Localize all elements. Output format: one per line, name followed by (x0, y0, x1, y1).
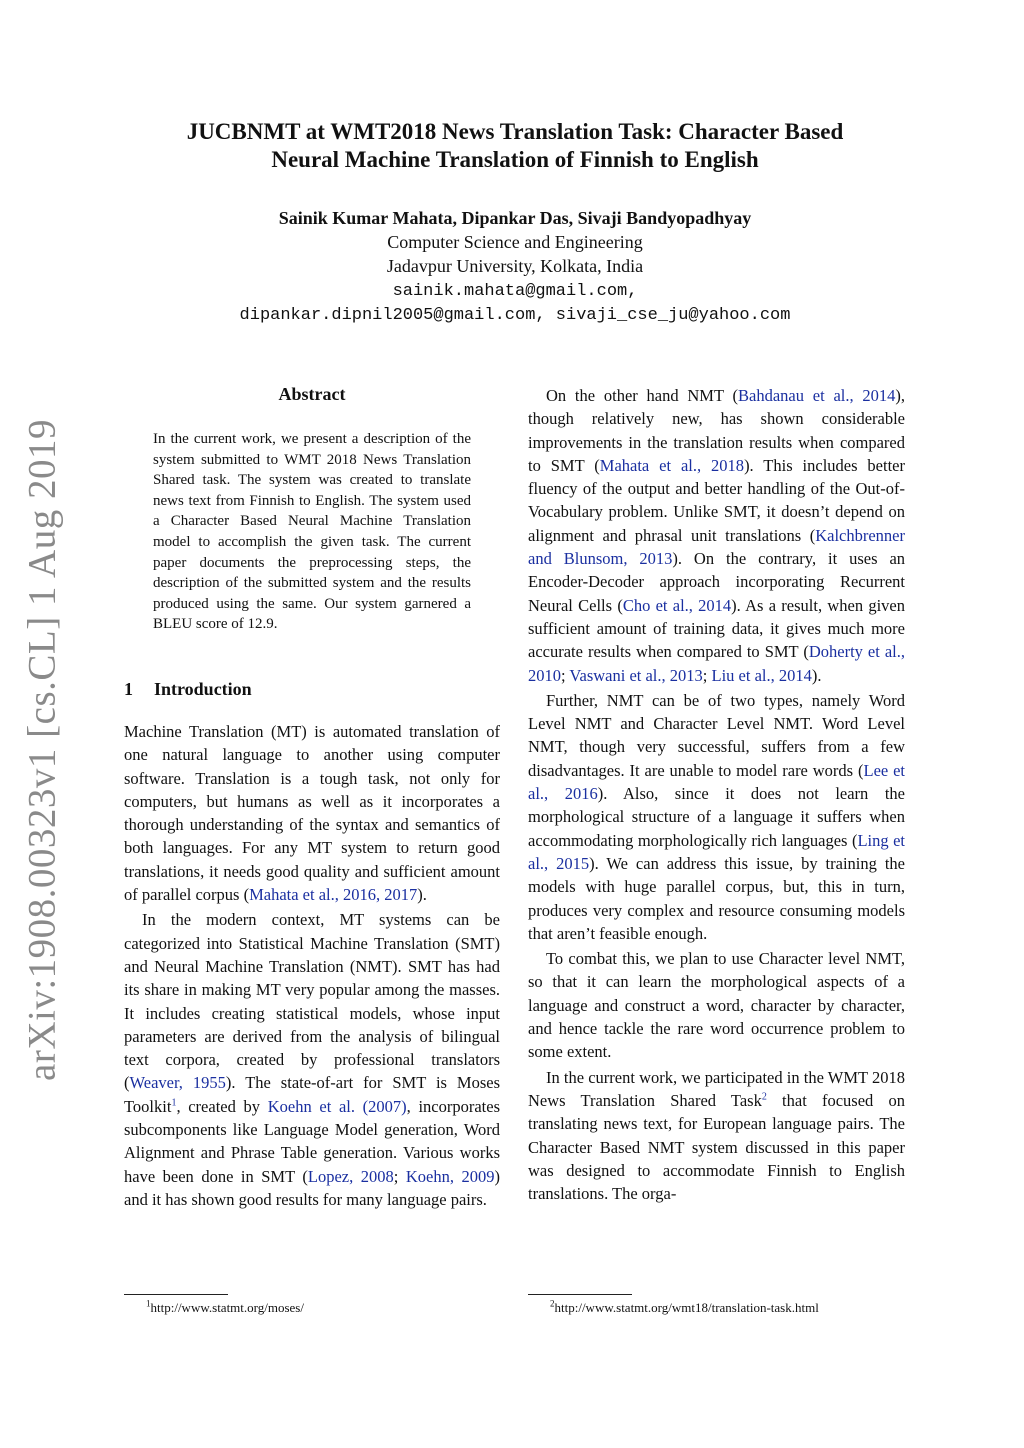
text-run: ). Also, since it does not learn the morphological structure of a language it suffers when accommodating morphologically rich languages ( (528, 784, 905, 850)
section-heading-introduction (124, 679, 252, 700)
affiliation-department: Computer Science and Engineering (387, 232, 643, 252)
citation-link[interactable]: Koehn, 2009 (405, 1166, 495, 1186)
footnote-rule (528, 1294, 632, 1295)
paragraph: To combat this, we plan to use Character level NMT, so that it can learn the morphological aspects of a language and construct a word, character by character, and hence tackle the rare word occurrence problem to some extent. (528, 949, 905, 1062)
arxiv-identifier: arXiv:1908.00323v1 [cs.CL] 1 Aug 2019 (20, 419, 64, 1081)
text-run: Further, NMT can be of two types, namely Word Level NMT and Character Level NMT. Word Level NMT, though very successful, suffers from a few disadvantages. It are unable to model rare words ( (528, 690, 905, 780)
text-run: In the modern context, MT systems can be categorized into Statistical Machine Translation (SMT) and Neural Machine Translation (NMT). SMT has had its share in making MT very popular among the masses. It includes creating statistical models, whose input parameters are derived from the analysis of bilingual text corpora, created by professional translators ( (124, 910, 500, 1093)
citation-link[interactable]: Koehn et al. (2007) (267, 1096, 407, 1116)
abstract-body: In the current work, we present a description of the system submitted to WMT 2018 News Translation Shared task. The system was created to translate news text from Finnish to English. The system used a Character Based Neural Machine Translation model to accomplish the given task. The current paper documents the preprocessing steps, the description of the submitted system and the results produced using the same. Our system garnered a BLEU score of 12.9. (153, 431, 471, 633)
text-run: that focused on translating news text, for European language pairs. The Character Based NMT system discussed in this paper was designed to accommodate Finnish to English translations. The orga- (528, 1090, 905, 1204)
citation-link[interactable]: Vaswani et al., 2013 (569, 665, 703, 685)
footnote-url[interactable]: http://www.statmt.org/wmt18/translation-task.html (554, 1300, 819, 1315)
text-run: ) and it has shown good results for many language pairs. (124, 1166, 501, 1209)
footnote-number: 1 (146, 1298, 151, 1309)
text-run: ). This includes better fluency of the output and better handling of the Out-of-Vocabulary problem. Unlike SMT, it doesn’t depend on alignment and phrasal unit translations ( (528, 455, 905, 545)
section-number: 1 (124, 679, 133, 699)
citation-link[interactable]: Ling et al., 2015 (528, 830, 905, 873)
text-run: ), though relatively new, has shown considerable improvements in the translation results when compared to SMT ( (528, 386, 905, 475)
text-run: , incorporates subcomponents like Language Model generation, Word Alignment and Phrase Table generation. Various works have been done in SMT ( (124, 1096, 500, 1186)
text-run: On the other hand NMT ( (546, 386, 739, 405)
text-run: ). As a result, when given sufficient amount of training data, it gives much more accurate results when compared to SMT ( (528, 595, 905, 662)
citation-link[interactable]: Bahdanau et al., 2014 (738, 386, 896, 405)
footnote-marker[interactable]: 1 (171, 1097, 177, 1109)
footnote-number: 2 (550, 1298, 555, 1309)
text-run: ). The state-of-art for SMT is Moses Toolkit (124, 1073, 500, 1116)
section-title: Introduction (154, 679, 252, 699)
author-list: Sainik Kumar Mahata, Dipankar Das, Sivaji Bandyopadhyay (278, 208, 752, 228)
right-column (528, 384, 905, 1205)
citation-link[interactable]: Liu et al., 2014 (711, 665, 812, 685)
email-line-1: sainik.mahata@gmail.com, (392, 282, 638, 301)
text-run: ). We can address this issue, by training the models with huge parallel corpus, but, this in turn, produces very complex and resource consuming models that aren’t feasible enough. (528, 853, 905, 943)
citation-link[interactable]: Weaver, 1955 (129, 1073, 226, 1093)
title-line-1: JUCBNMT at WMT2018 News Translation Task: Character Based (186, 119, 844, 144)
text-run: In the current work, we participated in the WMT 2018 News Translation Shared Task (528, 1067, 905, 1110)
text-run: ). On the contrary, it uses an Encoder-Decoder approach incorporating Recurrent Neural Cells ( (528, 549, 906, 615)
footnote-1 (146, 1300, 304, 1316)
abstract-heading: Abstract (278, 384, 346, 404)
email-line-2: dipankar.dipnil2005@gmail.com, sivaji_cse_ju@yahoo.com (239, 306, 791, 325)
title-line-2: Neural Machine Translation of Finnish to English (271, 147, 759, 172)
citation-link[interactable]: Kalchbrenner and Blunsom, 2013 (528, 525, 905, 569)
footnote-marker[interactable]: 2 (761, 1091, 767, 1103)
paragraph (528, 689, 905, 945)
text-run: ; (393, 1166, 406, 1186)
text-run: Machine Translation (MT) is automated translation of one natural language to another using computer software. Translation is a tough task, not only for computers, but humans as well as it incorporates a thorough understanding of the syntax and semantics of both languages. For any MT system to return good translations, it needs good quality and sufficient amount of parallel corpus ( (124, 722, 500, 905)
citation-link[interactable]: Doherty et al., 2010 (528, 642, 905, 685)
text-run: , created by (176, 1096, 268, 1116)
citation-link[interactable]: Mahata et al., 2018 (599, 455, 745, 475)
paragraph (124, 908, 500, 1211)
affiliation-university: Jadavpur University, Kolkata, India (386, 256, 644, 276)
citation-link[interactable]: Cho et al., 2014 (622, 595, 732, 615)
footnote-rule (124, 1294, 228, 1295)
paper-title (120, 118, 910, 174)
paragraph (124, 720, 500, 906)
citation-link[interactable]: Mahata et al., 2016, 2017 (249, 885, 418, 905)
footnote-url[interactable]: http://www.statmt.org/moses/ (150, 1300, 304, 1315)
citation-link[interactable]: Lee et al., 2016 (528, 760, 905, 804)
text-run: ; (561, 665, 570, 685)
left-column (124, 720, 500, 1211)
footnote-2 (550, 1300, 819, 1316)
text-run: ). (417, 885, 427, 905)
citation-link[interactable]: Lopez, 2008 (307, 1166, 394, 1186)
text-run: ; (702, 665, 712, 685)
paragraph (528, 1066, 905, 1206)
text-run: ). (811, 665, 822, 685)
paragraph (528, 384, 905, 687)
